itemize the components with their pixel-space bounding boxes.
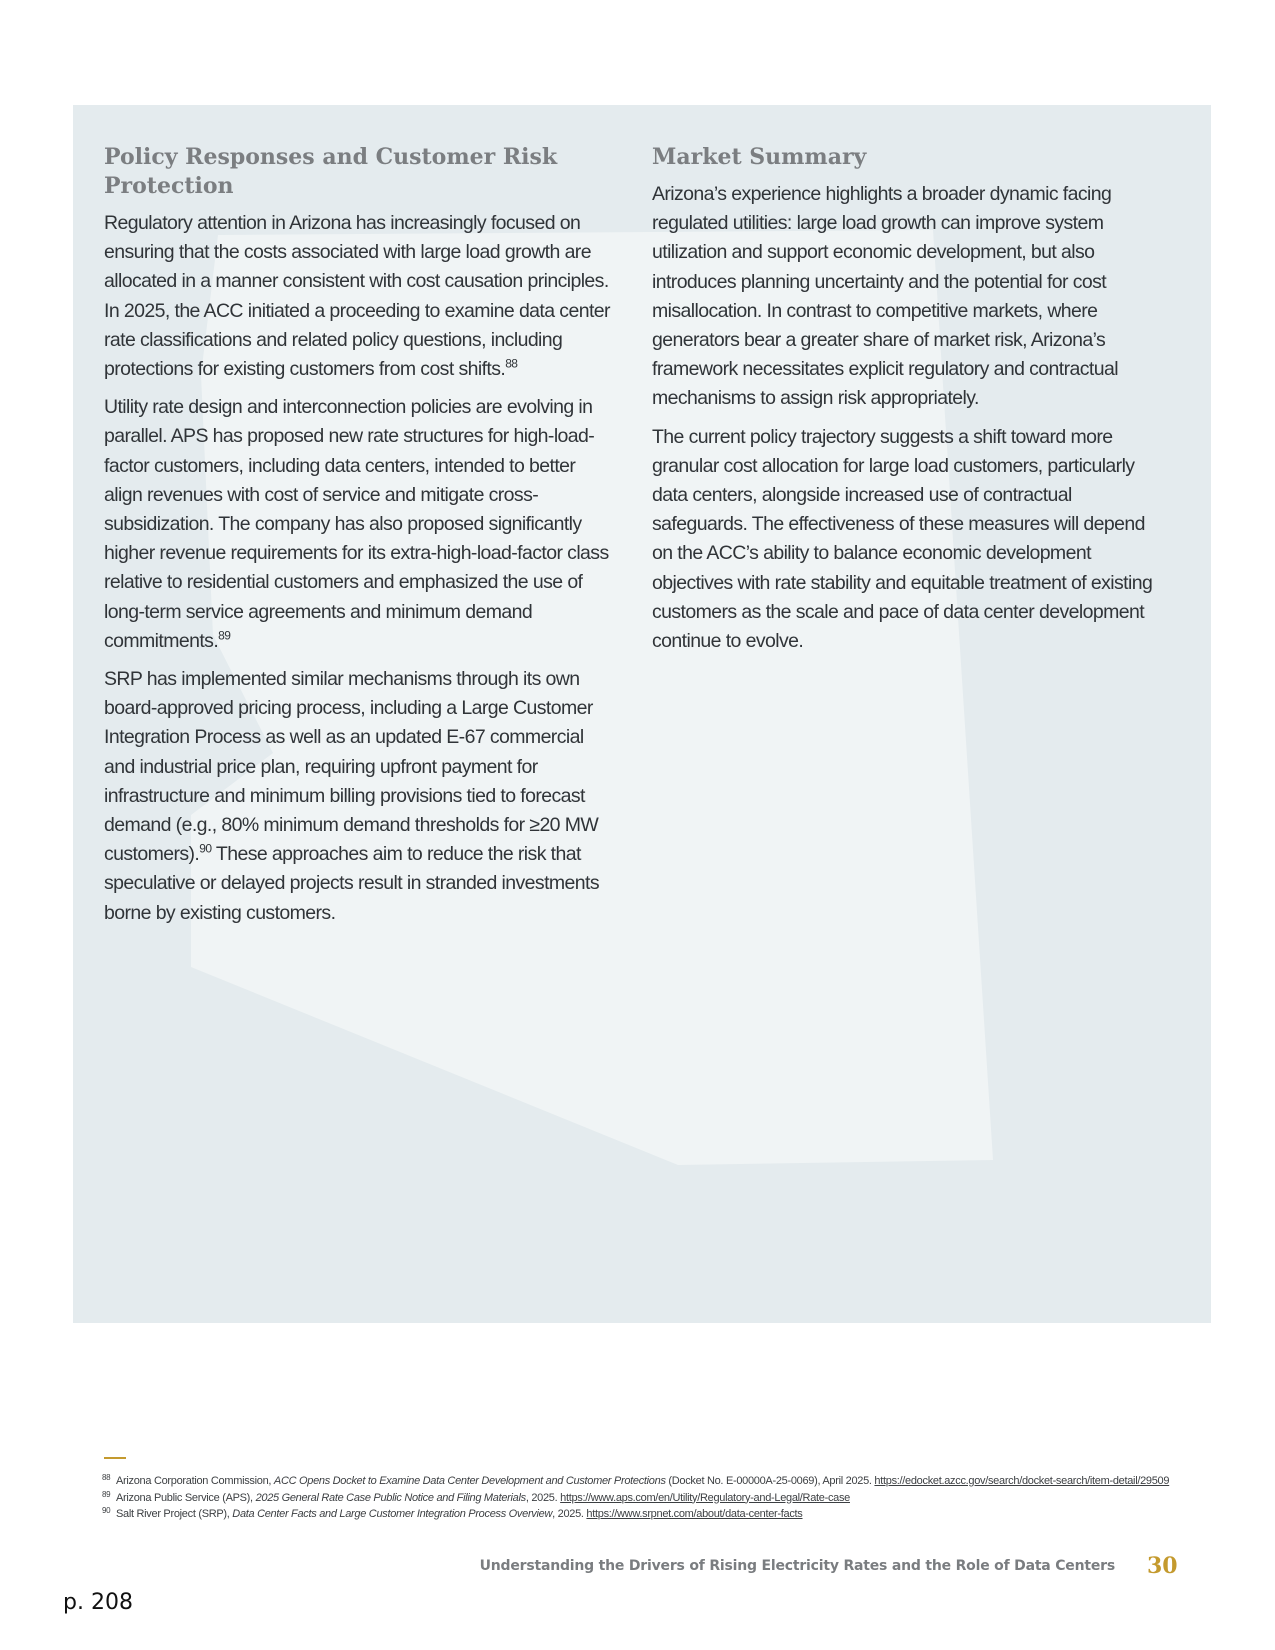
footnote-link[interactable]: https://www.srpnet.com/about/data-center-facts (586, 1508, 803, 1520)
footnote-text: (Docket No. E-00000A-25-0069), April 2025. (665, 1475, 875, 1487)
footnote-text: Arizona Public Service (APS), (116, 1491, 256, 1504)
paragraph: Arizona’s experience highlights a broader dynamic facing regulated utilities: large load growth can improve system utilization and support economic development, but also introduces planning uncertainty and the potential for cost misallocation. In contrast to competitive markets, where generators bear a greater share of market risk, Arizona’s framework necessitates explicit regulatory and contractual mechanisms to assign risk appropriately. (652, 183, 1118, 410)
paragraph-text: Utility rate design and interconnection policies are evolving in parallel. APS has proposed new rate structures for high-load-factor customers, including data centers, intended to better align revenues with cost of service and mitigate cross-subsidization. The company has also proposed significantly higher revenue requirements for its extra-high-load-factor class relative to residential customers and emphasized the use of long-term service agreements and minimum demand commitments. (104, 396, 609, 652)
content-panel (73, 105, 1211, 1323)
footnote-ref[interactable]: 89 (218, 628, 231, 643)
footnote-link[interactable]: https://edocket.azcc.gov/search/docket-search/item-detail/29509 (874, 1475, 1170, 1487)
page-number: 30 (1147, 1553, 1178, 1579)
footnote-link[interactable]: https://www.aps.com/en/Utility/Regulatory-and-Legal/Rate-case (560, 1491, 850, 1504)
left-column (104, 143, 616, 937)
right-column (652, 143, 1164, 665)
footnote-text: , 2025. (525, 1491, 561, 1504)
footnote-number: 89 (102, 1489, 111, 1499)
paragraph-text: SRP has implemented similar mechanisms through its own board-approved pricing process, including a Large Customer Integration Process as well as an updated E-67 commercial and industrial price plan, requiring upfront payment for infrastructure and minimum billing provisions tied to forecast demand (e.g., 80% minimum demand thresholds for ≥20 MW customers). (104, 668, 599, 866)
section-heading-policy: Policy Responses and Customer Risk Protection (104, 144, 558, 199)
footnote-text: Salt River Project (SRP), (116, 1508, 233, 1520)
footnotes (102, 1473, 1182, 1523)
paragraph-text: These approaches aim to reduce the risk that speculative or delayed projects result in stranded investments borne by existing customers. (104, 843, 599, 924)
footnote-text: Arizona Corporation Commission, (116, 1475, 274, 1487)
section-heading-market-summary: Market Summary (652, 144, 867, 170)
footnote-ref[interactable]: 88 (505, 356, 518, 371)
page-reference: p. 208 (63, 1590, 133, 1615)
footnote-number: 90 (102, 1506, 111, 1515)
footnote-title: ACC Opens Docket to Examine Data Center Development and Customer Protections (273, 1475, 666, 1487)
paragraph (104, 209, 616, 384)
footnote-text: , 2025. (552, 1508, 587, 1520)
footnote-item (102, 1473, 1182, 1490)
footnote-title: 2025 General Rate Case Public Notice and Filing Materials (255, 1491, 526, 1504)
footer-document-title: Understanding the Drivers of Rising Electricity Rates and the Role of Data Centers (479, 1558, 1115, 1574)
footnote-item (102, 1490, 1182, 1507)
paragraph: The current policy trajectory suggests a shift toward more granular cost allocation for large load customers, particularly data centers, alongside increased use of contractual safeguards. The effectiveness of these measures will depend on the ACC’s ability to balance economic development objectives with rate stability and equitable treatment of existing customers as the scale and pace of data center development continue to evolve. (652, 425, 1153, 653)
paragraph (104, 665, 616, 928)
footnote-number: 88 (102, 1473, 111, 1482)
paragraph-text: Regulatory attention in Arizona has increasingly focused on ensuring that the costs associated with large load growth are allocated in a manner consistent with cost causation principles. In 2025, the ACC initiated a proceeding to examine data center rate classifications and related policy questions, including protections for existing customers from cost shifts. (104, 212, 610, 381)
footnote-item (102, 1506, 1182, 1523)
footnote-title: Data Center Facts and Large Customer Integration Process Overview (232, 1508, 553, 1520)
footnote-divider (104, 1457, 126, 1459)
footnote-ref[interactable]: 90 (199, 841, 212, 856)
paragraph (104, 393, 616, 656)
